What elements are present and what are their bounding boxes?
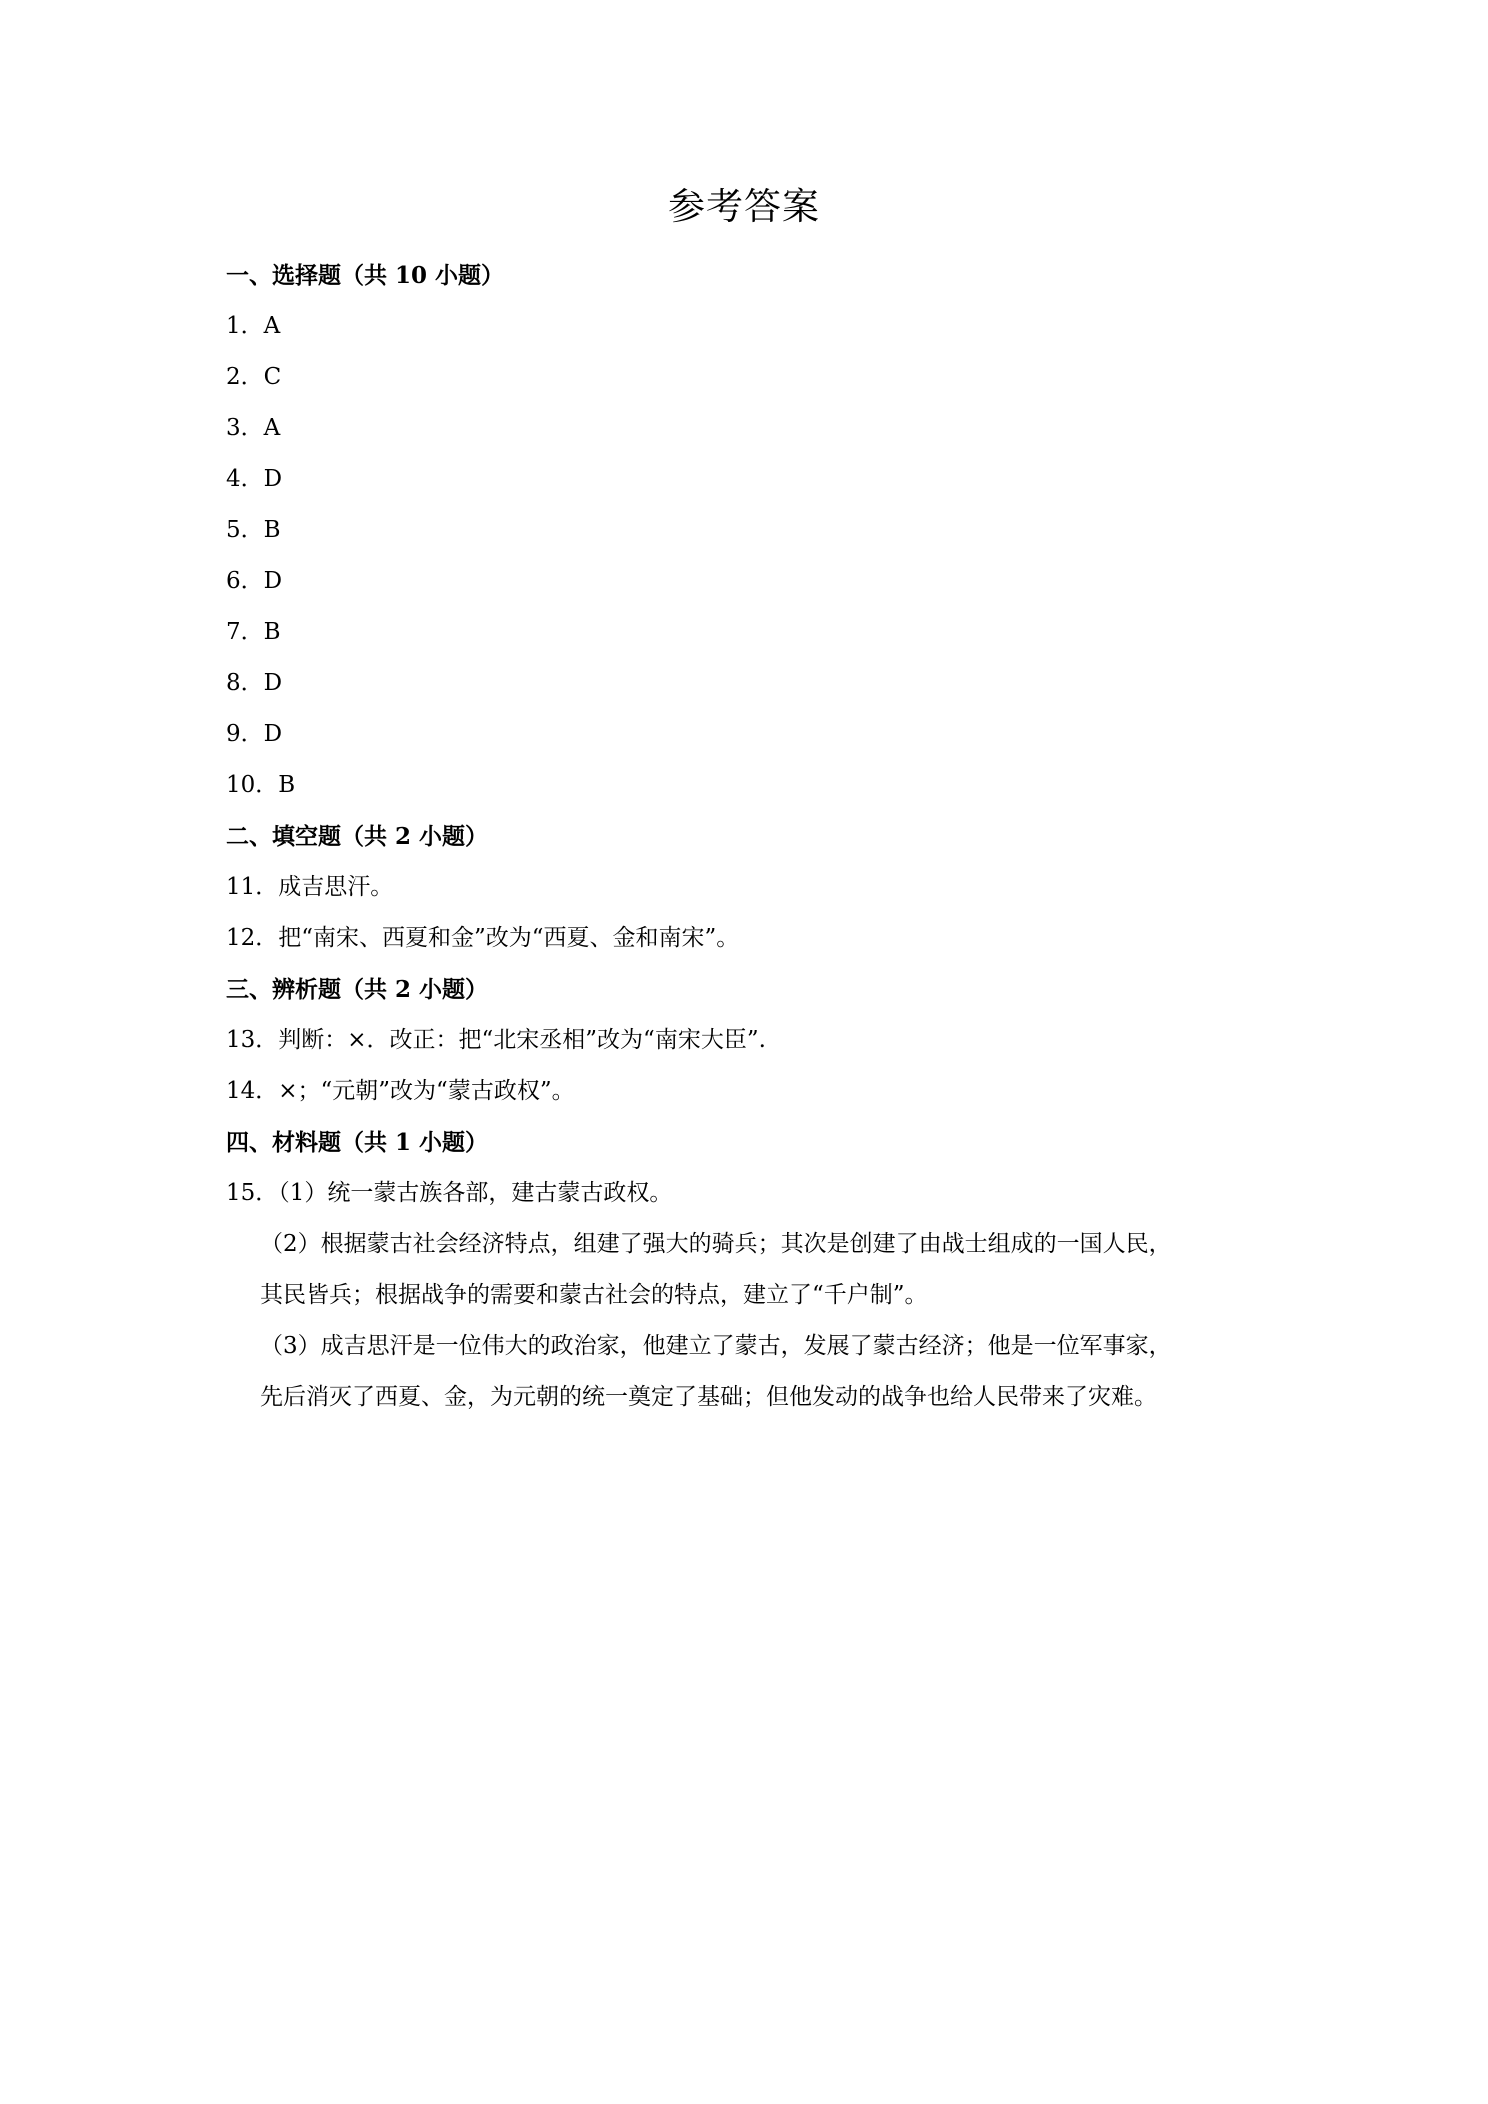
- answer-item: 7．B: [226, 619, 281, 645]
- answer-item: 8．D: [226, 670, 283, 696]
- section-heading-material: 四、材料题（共 1 小题）: [226, 1129, 489, 1156]
- answer-item: 5．B: [226, 517, 281, 543]
- section-heading-choice: 一、选择题（共 10 小题）: [226, 262, 505, 289]
- answer-item: 10．B: [226, 772, 296, 798]
- answer-item-15-part3-cont: 先后消灭了西夏、金，为元朝的统一奠定了基础；但他发动的战争也给人民带来了灾难。: [260, 1384, 1157, 1410]
- page-title: 参考答案: [668, 185, 820, 228]
- answer-content: [226, 250, 1286, 1423]
- section-heading-analysis: 三、辨析题（共 2 小题）: [226, 976, 489, 1003]
- answer-item-15-part2-cont: 其民皆兵；根据战争的需要和蒙古社会的特点，建立了“千户制”。: [260, 1282, 928, 1308]
- answer-item-15-part3: （3）成吉思汗是一位伟大的政治家，他建立了蒙古，发展了蒙古经济；他是一位军事家，: [260, 1333, 1172, 1359]
- answer-item: 14．×；“元朝”改为“蒙古政权”。: [226, 1078, 575, 1104]
- answer-item: 1．A: [226, 313, 281, 339]
- answer-item: 12．把“南宋、西夏和金”改为“西夏、金和南宋”。: [226, 925, 740, 951]
- section-heading-fill-blank: 二、填空题（共 2 小题）: [226, 823, 489, 850]
- answer-item-15-part1: 15．（1）统一蒙古族各部，建古蒙古政权。: [226, 1180, 673, 1206]
- answer-item: 6．D: [226, 568, 283, 594]
- answer-item: 11．成吉思汗。: [226, 874, 394, 900]
- answer-item-15-part2: （2）根据蒙古社会经济特点，组建了强大的骑兵；其次是创建了由战士组成的一国人民，: [260, 1231, 1172, 1257]
- answer-item: 2．C: [226, 364, 282, 390]
- answer-item: 4．D: [226, 466, 283, 492]
- answer-item: 13．判断：×．改正：把“北宋丞相”改为“南宋大臣”.: [226, 1027, 766, 1053]
- answer-item: 3．A: [226, 415, 281, 441]
- answer-item: 9．D: [226, 721, 283, 747]
